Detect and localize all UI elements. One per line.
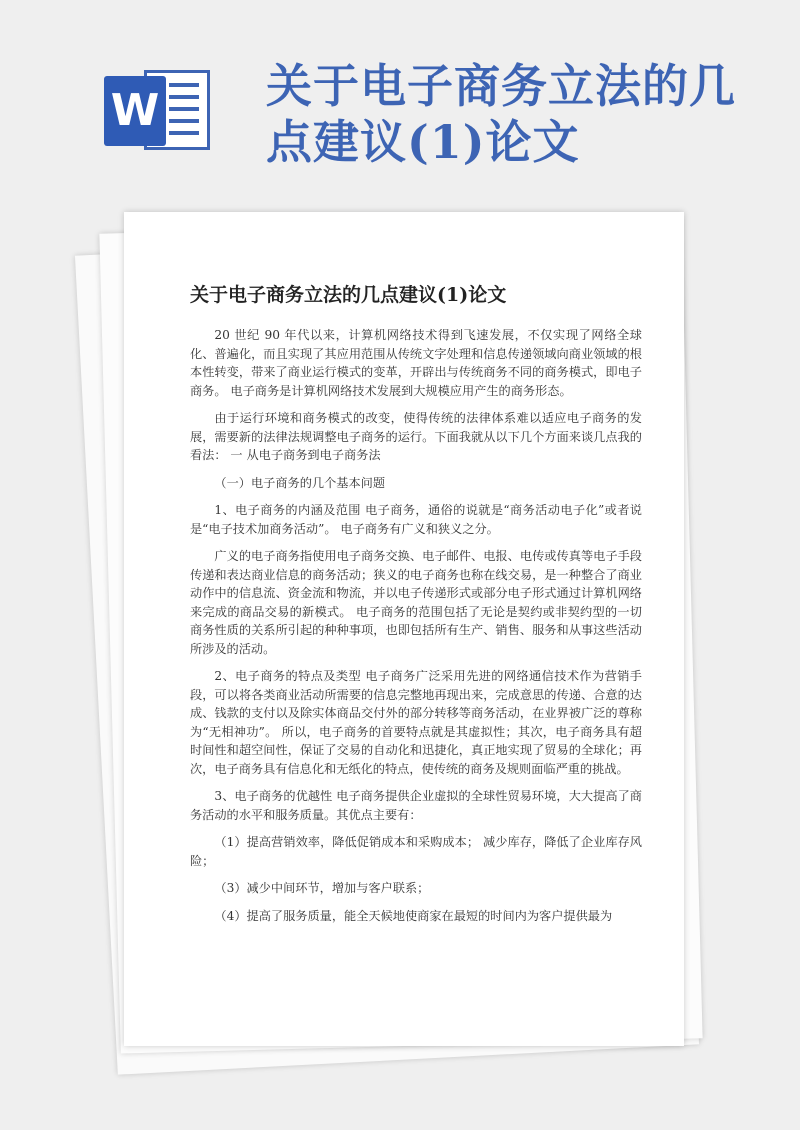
document-title: 关于电子商务立法的几点建议(1)论文 (190, 284, 507, 306)
paragraph: 广义的电子商务指使用电子商务交换、电子邮件、电报、电传或传真等电子手段传递和表达商业信息的商务活动；狭义的电子商务也称在线交易，是一种整合了商业动作中的信息流、资金流和物流，并以电子传递形式或部分电子形式通过计算机网络来完成的商品交易的新模式。 电子商务的范围包括了无论是契约或非契约型的一切商务性质的关系所引起的种种事项，也即包括所有生产、销售、服务和从事这些活动所涉及的活动。 (190, 549, 642, 656)
word-document-icon (104, 62, 214, 158)
word-logo-letter: W (110, 85, 160, 136)
paragraph: 3、电子商务的优越性 电子商务提供企业虚拟的全球性贸易环境，大大提高了商务活动的水平和服务质量。其优点主要有： (190, 789, 642, 822)
banner (0, 0, 800, 200)
list-item: （3）减少中间环节，增加与客户联系； (214, 881, 430, 895)
paragraph: 1、电子商务的内涵及范围 电子商务，通俗的说就是“商务活动电子化”或者说是“电子技术加商务活动”。 电子商务有广义和狭义之分。 (190, 503, 642, 536)
word-logo-badge (104, 76, 166, 146)
paragraph: 2、电子商务的特点及类型 电子商务广泛采用先进的网络通信技术作为营销手段，可以将各类商业活动所需要的信息完整地再现出来，完成意思的传递、合意的达成、钱款的支付以及除实体商品交付外的部分转移等商务活动，在业界被广泛的尊称为“无相神功”。 所以，电子商务的首要特点就是其虚拟性；其次，电子商务具有超时间性和超空间性，保证了交易的自动化和迅捷化，真正地实现了贸易的全球化；再次，电子商务具有信息化和无纸化的特点，使传统的商务及规则面临严重的挑战。 (190, 669, 642, 776)
document-page (124, 212, 684, 1046)
paragraph: 20 世纪 90 年代以来，计算机网络技术得到飞速发展，不仅实现了网络全球化、普遍化，而且实现了其应用范围从传统文字处理和信息传递领域向商业领域的根本性转变，带来了商业运行模式的变革，开辟出与传统商务不同的商务模式，即电子商务。 电子商务是计算机网络技术发展到大规模应用产生的商务形态。 (190, 328, 642, 398)
list-item: （1）提高营销效率，降低促销成本和采购成本； 减少库存，降低了企业库存风险； (190, 835, 642, 868)
document-body (190, 326, 642, 934)
section-heading: （一）电子商务的几个基本问题 (214, 475, 386, 490)
banner-title: 关于电子商务立法的几点建议(1)论文 (266, 59, 736, 169)
list-item: （4）提高了服务质量，能全天候地使商家在最短的时间内为客户提供最为 (214, 908, 613, 923)
paragraph: 由于运行环境和商务模式的改变，使得传统的法律体系难以适应电子商务的发展，需要新的法律法规调整电子商务的运行。下面我就从以下几个方面来谈几点我的看法： 一 从电子商务到电子商务法 (190, 411, 642, 462)
